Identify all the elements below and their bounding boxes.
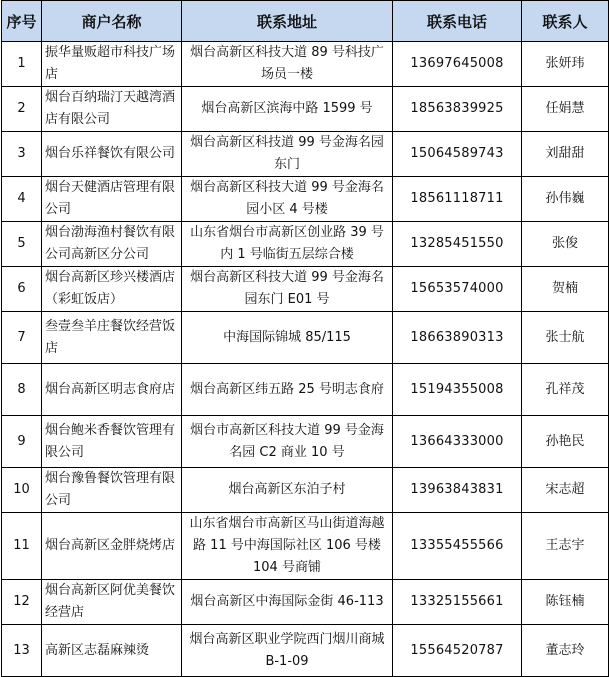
row-contact: 刘甜甜: [522, 132, 609, 177]
row-contact: 孙艳民: [522, 416, 609, 468]
row-address: 烟台高新区中海国际金街 46-113: [182, 580, 393, 625]
row-phone: 13697645008: [393, 42, 522, 87]
row-phone: 15564520787: [393, 625, 522, 677]
row-address: 烟台高新区滨海中路 1599 号: [182, 87, 393, 132]
row-phone: 13355455566: [393, 513, 522, 580]
row-seq: 13: [2, 625, 42, 677]
row-seq: 4: [2, 177, 42, 222]
row-contact: 孔祥茂: [522, 364, 609, 416]
row-contact: 宋志超: [522, 468, 609, 513]
row-seq: 8: [2, 364, 42, 416]
row-merchant-name: 烟台高新区珍兴楼酒店（彩虹饭店）: [42, 267, 182, 312]
row-address: 烟台高新区科技道 99 号金海名园东门: [182, 132, 393, 177]
row-phone: 15653574000: [393, 267, 522, 312]
row-seq: 11: [2, 513, 42, 580]
row-merchant-name: 叁壹叁羊庄餐饮经营饭店: [42, 312, 182, 364]
row-phone: 15194355008: [393, 364, 522, 416]
row-contact: 贺楠: [522, 267, 609, 312]
table-row: [2, 312, 609, 364]
row-phone: 13664333000: [393, 416, 522, 468]
row-merchant-name: 烟台天健酒店管理有限公司: [42, 177, 182, 222]
row-seq: 10: [2, 468, 42, 513]
row-address: 烟台高新区科技大道 89 号科技广场员一楼: [182, 42, 393, 87]
row-contact: 董志玲: [522, 625, 609, 677]
row-merchant-name: 高新区志磊麻辣烫: [42, 625, 182, 677]
table-header-row: [2, 1, 609, 42]
row-seq: 6: [2, 267, 42, 312]
row-phone: 18663890313: [393, 312, 522, 364]
row-address: 山东省烟台市高新区马山街道海越路 11 号中海国际社区 106 号楼 104 号商铺: [182, 513, 393, 580]
row-contact: 张士航: [522, 312, 609, 364]
row-phone: 18563839925: [393, 87, 522, 132]
row-address: 烟台高新区科技大道 99 号金海名园小区 4 号楼: [182, 177, 393, 222]
row-contact: 任娟慧: [522, 87, 609, 132]
table-row: [2, 42, 609, 87]
table-row: [2, 177, 609, 222]
row-merchant-name: 烟台高新区阿优美餐饮经营店: [42, 580, 182, 625]
table-row: [2, 416, 609, 468]
row-seq: 1: [2, 42, 42, 87]
row-phone: 13325155661: [393, 580, 522, 625]
row-contact: 陈钰楠: [522, 580, 609, 625]
table-row: [2, 364, 609, 416]
header-phone: 联系电话: [393, 1, 522, 42]
table-row: [2, 87, 609, 132]
table-row: [2, 625, 609, 677]
row-seq: 5: [2, 222, 42, 267]
header-merchant-name: 商户名称: [42, 1, 182, 42]
table-row: [2, 580, 609, 625]
row-merchant-name: 烟台豫鲁餐饮管理有限公司: [42, 468, 182, 513]
row-seq: 9: [2, 416, 42, 468]
table-row: [2, 468, 609, 513]
row-address: 烟台高新区职业学院西门烟川商城 B-1-09: [182, 625, 393, 677]
row-phone: 15064589743: [393, 132, 522, 177]
row-merchant-name: 烟台高新区金胖烧烤店: [42, 513, 182, 580]
row-address: 中海国际锦城 85/115: [182, 312, 393, 364]
header-seq: 序号: [2, 1, 42, 42]
row-address: 烟台市高新区科技大道 99 号金海名园 C2 商业 10 号: [182, 416, 393, 468]
header-address: 联系地址: [182, 1, 393, 42]
table-row: [2, 267, 609, 312]
row-seq: 3: [2, 132, 42, 177]
row-address: 山东省烟台市高新区创业路 39 号内 1 号临街五层综合楼: [182, 222, 393, 267]
table-row: [2, 222, 609, 267]
row-contact: 王志宇: [522, 513, 609, 580]
row-merchant-name: 烟台鲍米香餐饮管理有限公司: [42, 416, 182, 468]
row-phone: 13963843831: [393, 468, 522, 513]
row-merchant-name: 烟台高新区明志食府店: [42, 364, 182, 416]
row-contact: 张俊: [522, 222, 609, 267]
row-seq: 7: [2, 312, 42, 364]
table-row: [2, 513, 609, 580]
row-merchant-name: 振华量贩超市科技广场店: [42, 42, 182, 87]
row-phone: 13285451550: [393, 222, 522, 267]
row-seq: 12: [2, 580, 42, 625]
row-address: 烟台高新区东泊子村: [182, 468, 393, 513]
row-phone: 18561118711: [393, 177, 522, 222]
merchant-table: [1, 0, 609, 677]
row-contact: 张妍玮: [522, 42, 609, 87]
row-merchant-name: 烟台乐祥餐饮有限公司: [42, 132, 182, 177]
row-address: 烟台高新区科技大道 99 号金海名园东门 E01 号: [182, 267, 393, 312]
row-seq: 2: [2, 87, 42, 132]
header-contact: 联系人: [522, 1, 609, 42]
row-address: 烟台高新区纬五路 25 号明志食府: [182, 364, 393, 416]
table-row: [2, 132, 609, 177]
row-contact: 孙伟巍: [522, 177, 609, 222]
row-merchant-name: 烟台渤海渔村餐饮有限公司高新区分公司: [42, 222, 182, 267]
row-merchant-name: 烟台百纳瑞汀天越湾酒店有限公司: [42, 87, 182, 132]
